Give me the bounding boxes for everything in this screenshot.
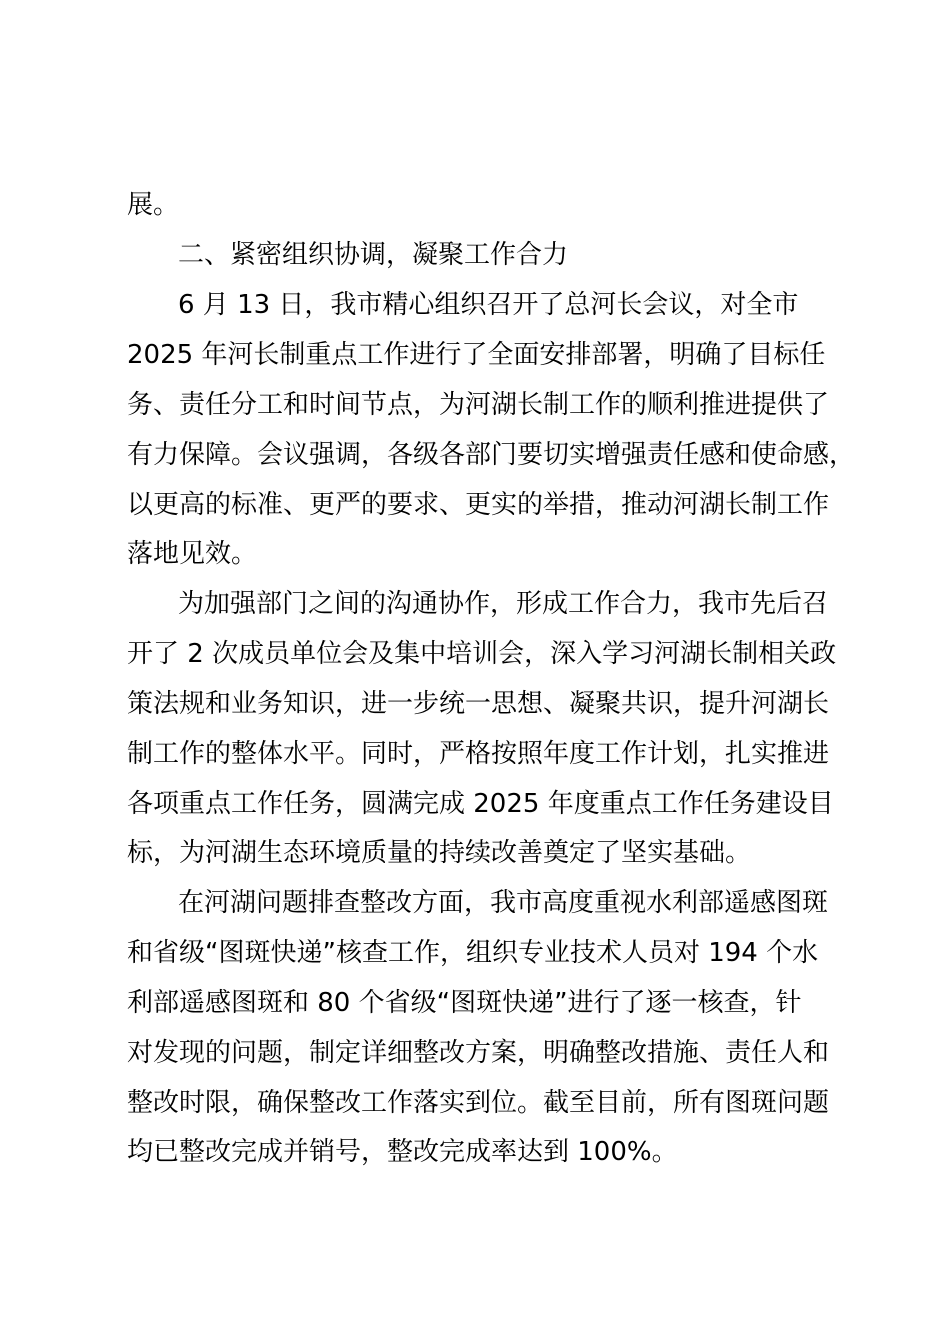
text-line-05: 务、责任分工和时间节点，为河湖长制工作的顺利推进提供了 <box>127 390 830 420</box>
text-line-13: 各项重点工作任务，圆满完成 2025 年度重点工作任务建设目 <box>127 789 834 819</box>
text-line-10: 开了 2 次成员单位会及集中培训会，深入学习河湖长制相关政 <box>127 639 837 669</box>
text-line-17: 利部遥感图斑和 80 个省级“图斑快递”进行了逐一核查，针 <box>127 988 802 1018</box>
text-line-16: 和省级“图斑快递”核查工作，组织专业技术人员对 194 个水 <box>127 938 819 968</box>
text-line-11: 策法规和业务知识，进一步统一思想、凝聚共识，提升河湖长 <box>127 689 830 719</box>
text-line-15: 在河湖问题排查整改方面，我市高度重视水利部遥感图斑 <box>178 888 829 918</box>
text-line-06: 有力保障。会议强调，各级各部门要切实增强责任感和使命感， <box>127 440 856 470</box>
text-line-12: 制工作的整体水平。同时，严格按照年度工作计划，扎实推进 <box>127 739 830 769</box>
text-line-03: 6 月 13 日，我市精心组织召开了总河长会议，对全市 <box>178 290 799 320</box>
text-line-14: 标，为河湖生态环境质量的持续改善奠定了坚实基础。 <box>127 838 752 868</box>
text-line-07: 以更高的标准、更严的要求、更实的举措，推动河湖长制工作 <box>127 490 830 520</box>
text-line-08: 落地见效。 <box>127 539 258 569</box>
text-line-09: 为加强部门之间的沟通协作，形成工作合力，我市先后召 <box>178 589 829 619</box>
text-line-19: 整改时限，确保整改工作落实到位。截至目前，所有图斑问题 <box>127 1088 830 1118</box>
text-line-01: 展。 <box>127 190 180 220</box>
text-line-18: 对发现的问题，制定详细整改方案，明确整改措施、责任人和 <box>127 1038 830 1068</box>
text-line-04: 2025 年河长制重点工作进行了全面安排部署，明确了目标任 <box>127 340 826 370</box>
section-heading: 二、紧密组织协调，凝聚工作合力 <box>178 240 569 270</box>
text-line-20: 均已整改完成并销号，整改完成率达到 100%。 <box>127 1137 678 1167</box>
